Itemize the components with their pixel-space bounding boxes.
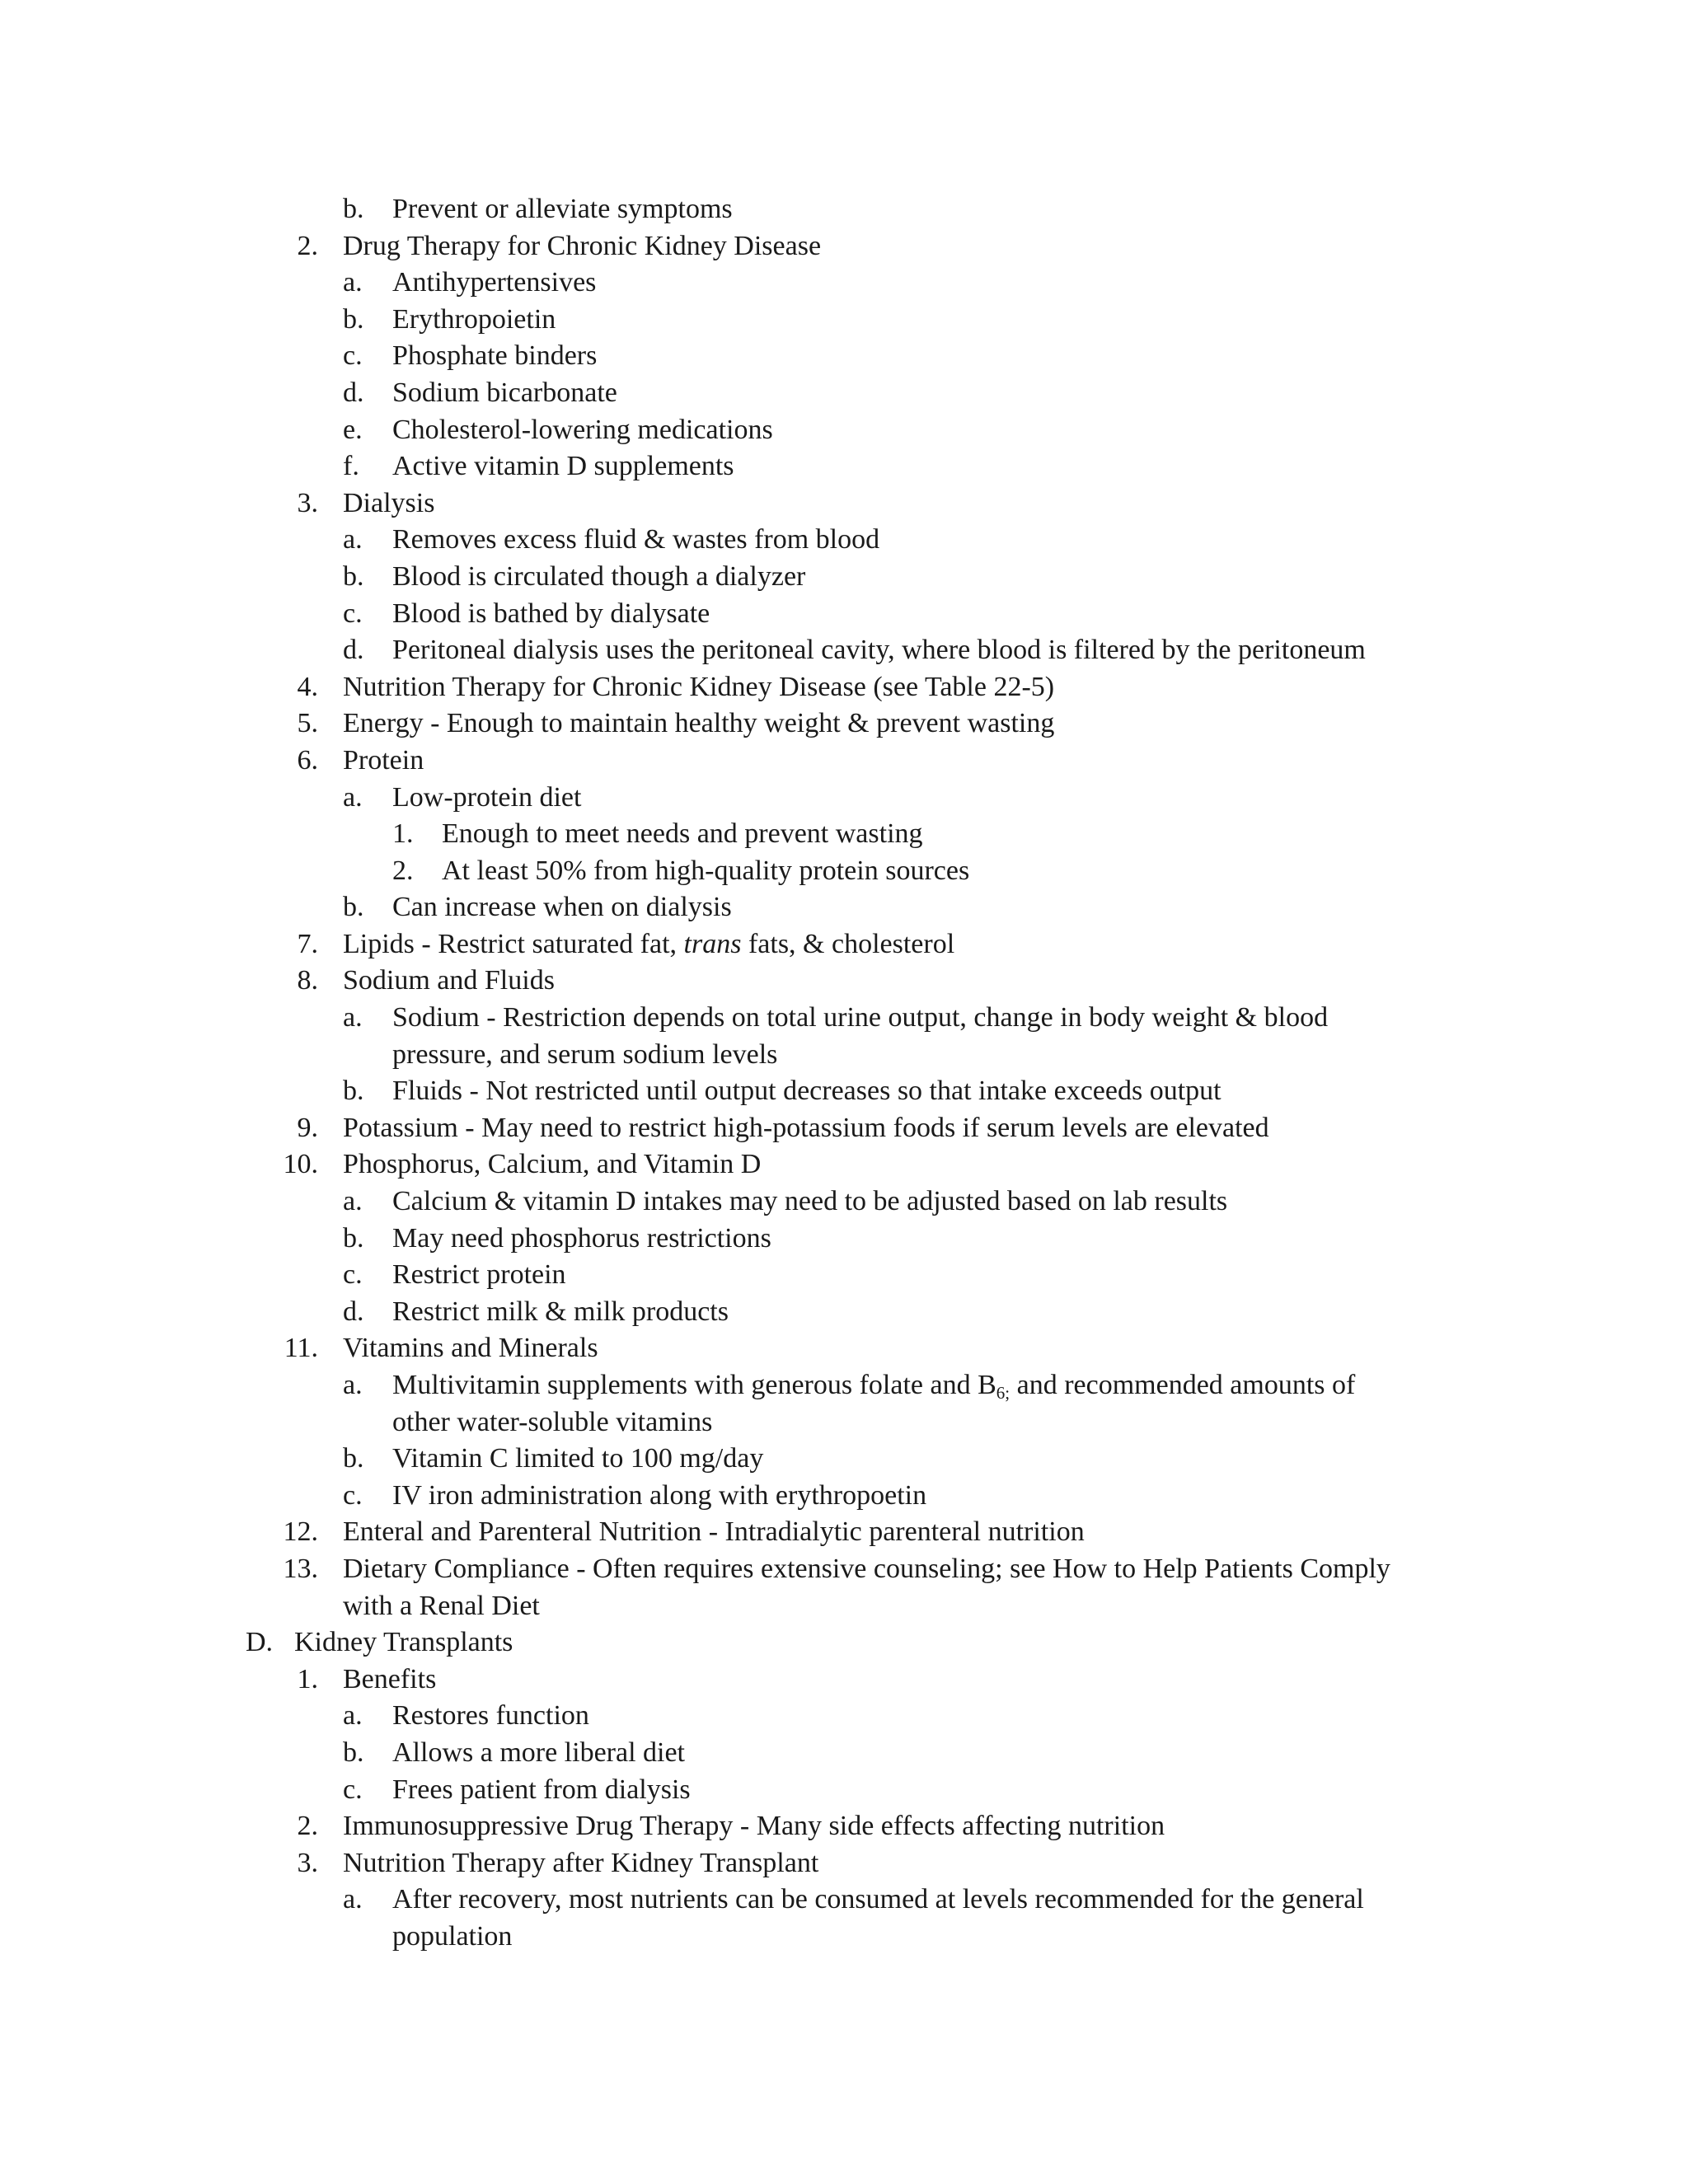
outline-text: After recovery, most nutrients can be consumed at levels recommended for the general bbox=[392, 1884, 1364, 1915]
outline-text bbox=[343, 926, 954, 963]
outline-text: Nutrition Therapy for Chronic Kidney Disease (see Table 22-5) bbox=[343, 671, 1055, 702]
outline-marker: 2. bbox=[392, 855, 414, 886]
outline-marker: b. bbox=[343, 1076, 364, 1107]
outline-text: IV iron administration along with erythropoetin bbox=[392, 1479, 927, 1511]
outline-text: with a Renal Diet bbox=[343, 1590, 540, 1621]
outline-item bbox=[0, 228, 1688, 265]
outline-item bbox=[0, 1919, 1688, 1956]
outline-text: Energy - Enough to maintain healthy weight & prevent wasting bbox=[343, 708, 1055, 739]
outline-marker: 9. bbox=[297, 1112, 318, 1143]
outline-marker: b. bbox=[343, 892, 364, 923]
outline-text: Can increase when on dialysis bbox=[392, 892, 732, 923]
outline-item bbox=[0, 1257, 1688, 1294]
outline-item bbox=[0, 889, 1688, 926]
outline-item bbox=[0, 559, 1688, 596]
outline-marker: 2. bbox=[297, 230, 318, 261]
outline-item bbox=[0, 1514, 1688, 1551]
outline-marker: 1. bbox=[297, 1663, 318, 1694]
outline-marker: d. bbox=[343, 377, 364, 408]
outline-text: Low-protein diet bbox=[392, 781, 582, 813]
outline-item bbox=[0, 853, 1688, 890]
outline-item bbox=[0, 1441, 1688, 1478]
outline-item bbox=[0, 1661, 1688, 1699]
outline-text: Peritoneal dialysis uses the peritoneal cavity, where blood is filtered by the peritoneum bbox=[392, 635, 1366, 666]
outline-item bbox=[0, 265, 1688, 302]
outline-text: At least 50% from high-quality protein sources bbox=[442, 855, 970, 886]
outline-item bbox=[0, 1110, 1688, 1147]
outline-marker: c. bbox=[343, 1259, 363, 1291]
outline-item bbox=[0, 302, 1688, 339]
outline-marker: 12. bbox=[283, 1516, 318, 1548]
outline-text: Restrict protein bbox=[392, 1259, 566, 1291]
outline-text-part: Lipids - Restrict saturated fat, bbox=[343, 928, 684, 959]
outline-item bbox=[0, 1698, 1688, 1735]
outline-item bbox=[0, 1772, 1688, 1809]
outline-item bbox=[0, 1551, 1688, 1588]
outline-item bbox=[0, 1037, 1688, 1074]
outline-marker: 3. bbox=[297, 1847, 318, 1878]
outline-text: Blood is bathed by dialysate bbox=[392, 598, 710, 629]
outline-text-subscript: 6; bbox=[996, 1383, 1010, 1403]
outline-item bbox=[0, 1588, 1688, 1625]
outline-text: Drug Therapy for Chronic Kidney Disease bbox=[343, 230, 822, 261]
outline-item bbox=[0, 375, 1688, 412]
outline-item bbox=[0, 1808, 1688, 1845]
outline-text: Enough to meet needs and prevent wasting bbox=[442, 818, 923, 850]
outline-marker: c. bbox=[343, 598, 363, 629]
outline-text: Restores function bbox=[392, 1700, 589, 1732]
outline-marker: e. bbox=[343, 414, 363, 445]
outline-marker: c. bbox=[343, 1774, 363, 1805]
outline-item bbox=[0, 926, 1688, 963]
outline-text: Enteral and Parenteral Nutrition - Intradialytic parenteral nutrition bbox=[343, 1516, 1085, 1548]
outline-marker: 2. bbox=[297, 1811, 318, 1842]
outline-text: other water-soluble vitamins bbox=[392, 1406, 713, 1437]
outline-marker: 5. bbox=[297, 708, 318, 739]
outline-text-italic: trans bbox=[683, 928, 742, 959]
outline-item bbox=[0, 1478, 1688, 1515]
outline-item bbox=[0, 1000, 1688, 1037]
outline-text: Phosphate binders bbox=[392, 340, 598, 372]
outline-text: May need phosphorus restrictions bbox=[392, 1222, 771, 1254]
outline-text: Dialysis bbox=[343, 487, 435, 518]
outline-text-part: fats, & cholesterol bbox=[741, 928, 955, 959]
outline-text: Blood is circulated though a dialyzer bbox=[392, 560, 806, 592]
outline-marker: d. bbox=[343, 635, 364, 666]
outline-marker: a. bbox=[343, 1370, 363, 1400]
outline-text bbox=[392, 1367, 1355, 1407]
outline-marker: f. bbox=[343, 451, 359, 482]
outline-marker: 1. bbox=[392, 818, 414, 850]
outline-text: Potassium - May need to restrict high-potassium foods if serum levels are elevated bbox=[343, 1112, 1269, 1143]
outline-item bbox=[0, 963, 1688, 1000]
outline-marker: 3. bbox=[297, 487, 318, 518]
outline-item bbox=[0, 780, 1688, 817]
outline-item bbox=[0, 1882, 1688, 1919]
outline-item bbox=[0, 522, 1688, 559]
outline-text: Phosphorus, Calcium, and Vitamin D bbox=[343, 1149, 762, 1180]
outline-text: Vitamins and Minerals bbox=[343, 1333, 598, 1364]
outline-text: Antihypertensives bbox=[392, 267, 597, 298]
outline-text: Sodium bicarbonate bbox=[392, 377, 617, 408]
outline-item bbox=[0, 743, 1688, 780]
outline-marker: b. bbox=[343, 560, 364, 592]
outline-marker: D. bbox=[246, 1627, 274, 1658]
outline-item bbox=[0, 1330, 1688, 1367]
outline-item bbox=[0, 596, 1688, 633]
outline-marker: b. bbox=[343, 1443, 364, 1474]
outline-text: Vitamin C limited to 100 mg/day bbox=[392, 1443, 764, 1474]
outline-marker: b. bbox=[343, 1736, 364, 1768]
outline-text-part: Multivitamin supplements with generous folate and B bbox=[392, 1370, 996, 1400]
outline-text: Restrict milk & milk products bbox=[392, 1296, 729, 1327]
outline-marker: a. bbox=[343, 1186, 363, 1217]
outline-marker: a. bbox=[343, 1002, 363, 1033]
outline-marker: a. bbox=[343, 524, 363, 555]
outline-text: Erythropoietin bbox=[392, 303, 556, 335]
outline-item bbox=[0, 1624, 1688, 1661]
outline-marker: d. bbox=[343, 1296, 364, 1327]
outline-item bbox=[0, 669, 1688, 706]
outline-text: Fluids - Not restricted until output decreases so that intake exceeds output bbox=[392, 1076, 1221, 1107]
outline-item bbox=[0, 338, 1688, 375]
outline-text: Prevent or alleviate symptoms bbox=[392, 194, 733, 224]
outline-text: Sodium and Fluids bbox=[343, 965, 555, 996]
outline-item bbox=[0, 485, 1688, 523]
outline-text: Calcium & vitamin D intakes may need to be adjusted based on lab results bbox=[392, 1186, 1228, 1217]
outline-item bbox=[0, 1146, 1688, 1183]
outline-marker: 13. bbox=[283, 1553, 318, 1584]
outline-text: Benefits bbox=[343, 1663, 437, 1694]
outline-marker: a. bbox=[343, 267, 363, 298]
outline-text: Kidney Transplants bbox=[294, 1627, 513, 1658]
outline-text: population bbox=[392, 1920, 513, 1952]
outline-text: Allows a more liberal diet bbox=[392, 1736, 686, 1768]
outline-marker: a. bbox=[343, 781, 363, 813]
outline-marker: a. bbox=[343, 1700, 363, 1732]
outline-marker: 10. bbox=[283, 1149, 318, 1180]
outline-text: Sodium - Restriction depends on total urine output, change in body weight & blood bbox=[392, 1002, 1329, 1033]
outline-item bbox=[0, 1183, 1688, 1221]
outline-marker: c. bbox=[343, 340, 363, 372]
outline-item bbox=[0, 1221, 1688, 1258]
outline-marker: b. bbox=[343, 194, 364, 224]
outline-marker: 7. bbox=[297, 928, 318, 959]
outline-item bbox=[0, 1294, 1688, 1331]
outline-item bbox=[0, 1845, 1688, 1882]
outline-text: Protein bbox=[343, 744, 424, 776]
outline-item bbox=[0, 705, 1688, 743]
outline-text: Dietary Compliance - Often requires extensive counseling; see How to Help Patients Comply bbox=[343, 1553, 1390, 1584]
outline-item bbox=[0, 1404, 1688, 1441]
outline-text: Nutrition Therapy after Kidney Transplant bbox=[343, 1847, 819, 1878]
outline-item bbox=[0, 632, 1688, 669]
outline-marker: c. bbox=[343, 1479, 363, 1511]
outline-list bbox=[0, 191, 1688, 1956]
outline-marker: 4. bbox=[297, 671, 318, 702]
outline-item bbox=[0, 1073, 1688, 1110]
outline-text-part: and recommended amounts of bbox=[1010, 1370, 1356, 1400]
outline-item bbox=[0, 816, 1688, 853]
outline-marker: 8. bbox=[297, 965, 318, 996]
outline-item bbox=[0, 1367, 1688, 1404]
outline-marker: 11. bbox=[284, 1333, 318, 1364]
outline-marker: 6. bbox=[297, 744, 318, 776]
outline-text: Active vitamin D supplements bbox=[392, 451, 734, 482]
outline-text: pressure, and serum sodium levels bbox=[392, 1038, 778, 1070]
outline-marker: b. bbox=[343, 303, 364, 335]
outline-marker: b. bbox=[343, 1222, 364, 1254]
outline-item bbox=[0, 448, 1688, 485]
outline-item bbox=[0, 191, 1688, 228]
outline-item bbox=[0, 412, 1688, 449]
outline-item bbox=[0, 1735, 1688, 1772]
outline-text: Removes excess fluid & wastes from blood bbox=[392, 524, 880, 555]
outline-text: Immunosuppressive Drug Therapy - Many side effects affecting nutrition bbox=[343, 1811, 1165, 1842]
outline-text: Frees patient from dialysis bbox=[392, 1774, 691, 1805]
outline-marker: a. bbox=[343, 1884, 363, 1915]
outline-text: Cholesterol-lowering medications bbox=[392, 414, 773, 445]
